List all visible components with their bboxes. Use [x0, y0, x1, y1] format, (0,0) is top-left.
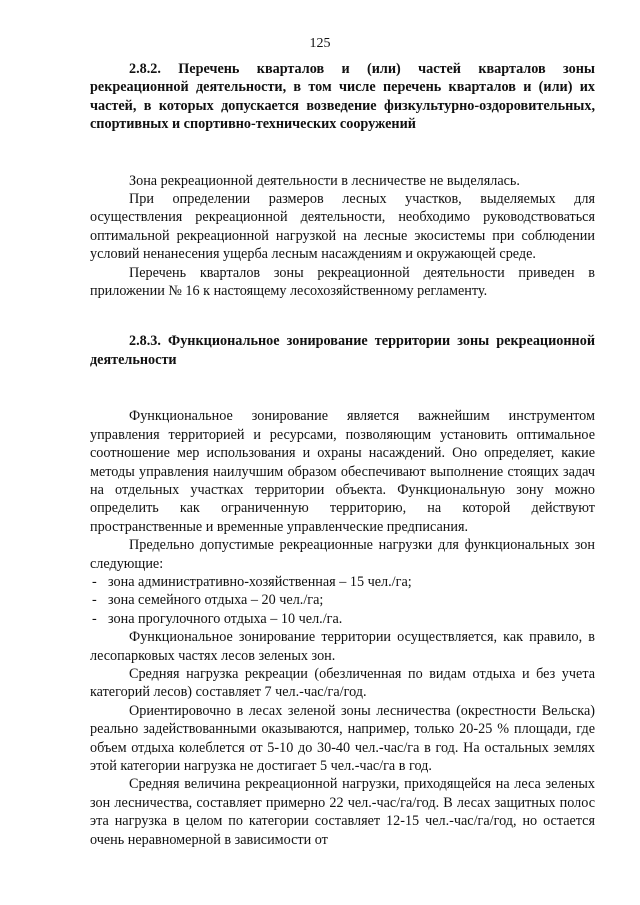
paragraph: Ориентировочно в лесах зеленой зоны лесничества (окрестности Вельска) реально задействованными оказываются, например, только 20-25 % площади, где объем отдыха колеблется от 5-10 до 30-40 чел.-час/га в год. На остальных землях этой категории нагрузка не достигает 5 чел.-час/га в год. [90, 702, 595, 774]
paragraph: Функциональное зонирование является важнейшим инструментом управления территорией и ресурсами, позволяющим установить оптимальное соотношение мер использования и охраны насаждений. Оно определяет, какие методы управления наилучшим образом обеспечивают выполнение стоящих задач на отдельных участках территории объекта. Функциональную зону можно определить как ограниченную территорию, на которой действуют пространственные и временные управленческие предписания. [90, 408, 595, 535]
paragraph: Средняя величина рекреационной нагрузки, приходящейся на леса зеленых зон лесничества, составляет примерно 22 чел.-час/га/год. В лесах защитных полос эта нагрузка в целом по категории составляет 12-15 чел.-час/га/год, но остается очень неравномерной в зависимости от [90, 776, 595, 848]
section-heading-2-8-2: 2.8.2. Перечень кварталов и (или) частей кварталов зоны рекреационной деятельности, в том числе перечень кварталов и (или) их частей, в которых допускается возведение физкультурно-оздоровительных, спортивных и спортивно-технических сооружений [90, 61, 595, 133]
paragraph: При определении размеров лесных участков, выделяемых для осуществления рекреационной деятельности, необходимо руководствоваться оптимальной рекреационной нагрузкой на лесные экосистемы при соблюдении условий ненанесения ущерба лесным насаждениям и окружающей среде. [90, 191, 595, 263]
paragraph: Функциональное зонирование территории осуществляется, как правило, в лесопарковых частях лесов зеленых зон. [90, 629, 595, 664]
page-content [90, 60, 595, 849]
paragraph: Средняя нагрузка рекреации (обезличенная по видам отдыха и без учета категорий лесов) составляет 7 чел.-час/га/год. [90, 665, 595, 701]
list-item: - зона прогулочного отдыха – 10 чел./га. [92, 610, 343, 627]
list-item: - зона семейного отдыха – 20 чел./га; [92, 592, 324, 609]
section-heading-2-8-3: 2.8.3. Функциональное зонирование территории зоны рекреационной деятельности [90, 333, 595, 368]
paragraph: Перечень кварталов зоны рекреационной деятельности приведен в приложении № 16 к настоящему лесохозяйственному регламенту. [90, 264, 595, 300]
page-number: 125 [309, 36, 331, 51]
load-limits-list [90, 573, 595, 628]
list-item: - зона административно-хозяйственная – 15 чел./га; [92, 573, 412, 590]
paragraph: Предельно допустимые рекреационные нагрузки для функциональных зон следующие: [90, 537, 595, 572]
paragraph: Зона рекреационной деятельности в лесничестве не выделялась. [129, 172, 520, 189]
